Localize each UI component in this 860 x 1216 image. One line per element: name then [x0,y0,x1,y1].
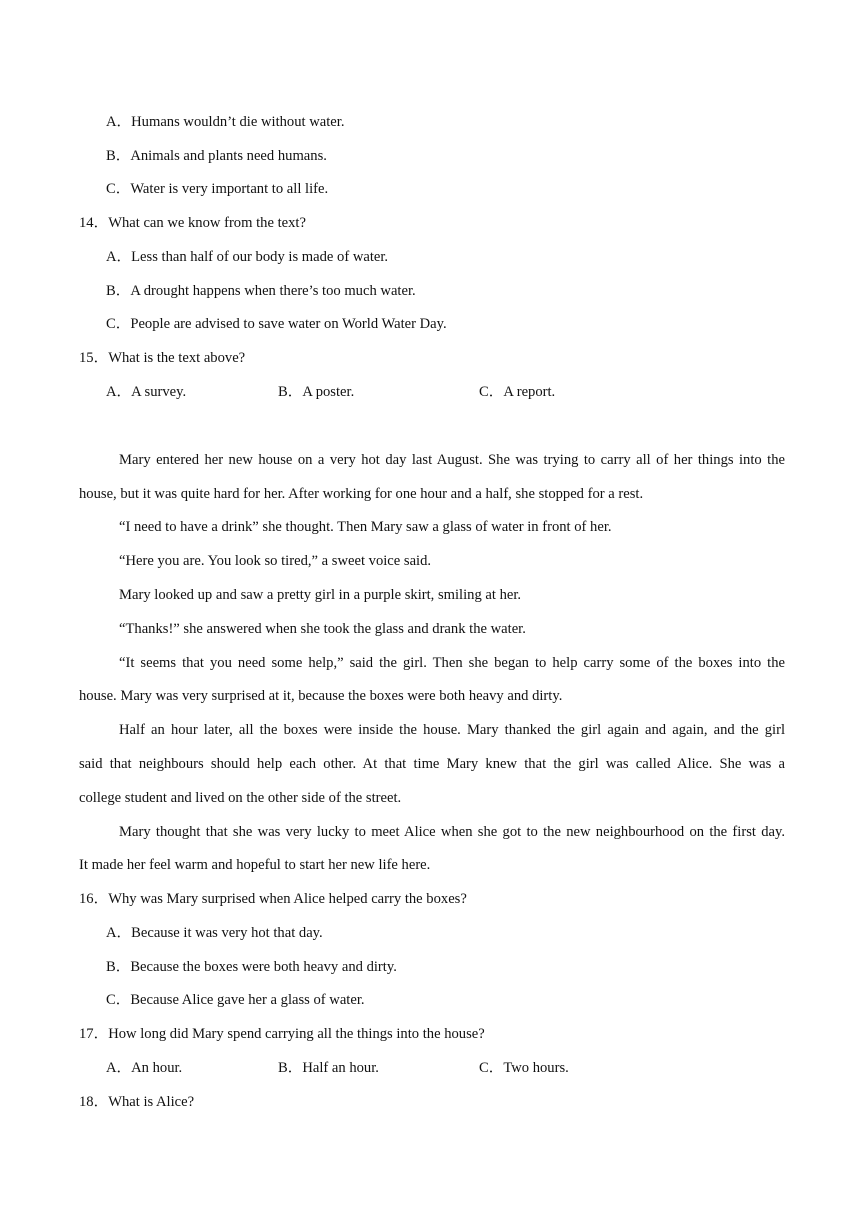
passage-p2: “I need to have a drink” she thought. Then Mary saw a glass of water in front of her. [119,519,612,535]
passage-p8-line1: Mary thought that she was very lucky to meet Alice when she got to the new neighbourhood on the first day. [119,824,785,840]
q18-question: 18．What is Alice? [79,1094,195,1110]
q16-option-b: B．Because the boxes were both heavy and dirty. [106,959,397,975]
passage-p6-line2: house. Mary was very surprised at it, because the boxes were both heavy and dirty. [79,688,563,704]
passage-p1-line1: Mary entered her new house on a very hot day last August. She was trying to carry all of her things into the [119,452,785,468]
q14-question: 14．What can we know from the text? [79,215,306,231]
passage-p5: “Thanks!” she answered when she took the glass and drank the water. [119,621,526,637]
q15-option-b: B．A poster. [278,384,355,400]
q14-option-c: C．People are advised to save water on World Water Day. [106,316,447,332]
q14-option-a: A．Less than half of our body is made of water. [106,249,389,265]
q13-option-b: B．Animals and plants need humans. [106,148,327,164]
passage-p4: Mary looked up and saw a pretty girl in a purple skirt, smiling at her. [119,587,522,603]
passage-p3: “Here you are. You look so tired,” a sweet voice said. [119,553,432,569]
passage-p7-line2: said that neighbours should help each other. At that time Mary knew that the girl was called Alice. She was a [79,756,785,772]
q17-option-a: A．An hour. [106,1060,183,1076]
passage-p7-line1: Half an hour later, all the boxes were inside the house. Mary thanked the girl again and again, and the girl [119,722,785,738]
q17-option-c: C．Two hours. [479,1060,569,1076]
passage-p7-line3: college student and lived on the other side of the street. [79,790,402,806]
q13-option-c: C．Water is very important to all life. [106,181,329,197]
q15-question: 15．What is the text above? [79,350,246,366]
q15-option-c: C．A report. [479,384,556,400]
q15-option-a: A．A survey. [106,384,187,400]
passage-p8-line2: It made her feel warm and hopeful to start her new life here. [79,857,431,873]
q16-question: 16．Why was Mary surprised when Alice helped carry the boxes? [79,891,467,907]
q17-question: 17．How long did Mary spend carrying all the things into the house? [79,1026,485,1042]
passage-p1-line2: house, but it was quite hard for her. After working for one hour and a half, she stopped for a rest. [79,486,644,502]
q13-option-a: A．Humans wouldn’t die without water. [106,114,345,130]
passage-p6-line1: “It seems that you need some help,” said the girl. Then she began to help carry some of the boxes into the [119,655,785,671]
q16-option-c: C．Because Alice gave her a glass of water. [106,992,365,1008]
q16-option-a: A．Because it was very hot that day. [106,925,323,941]
q17-option-b: B．Half an hour. [278,1060,379,1076]
q14-option-b: B．A drought happens when there’s too much water. [106,283,416,299]
